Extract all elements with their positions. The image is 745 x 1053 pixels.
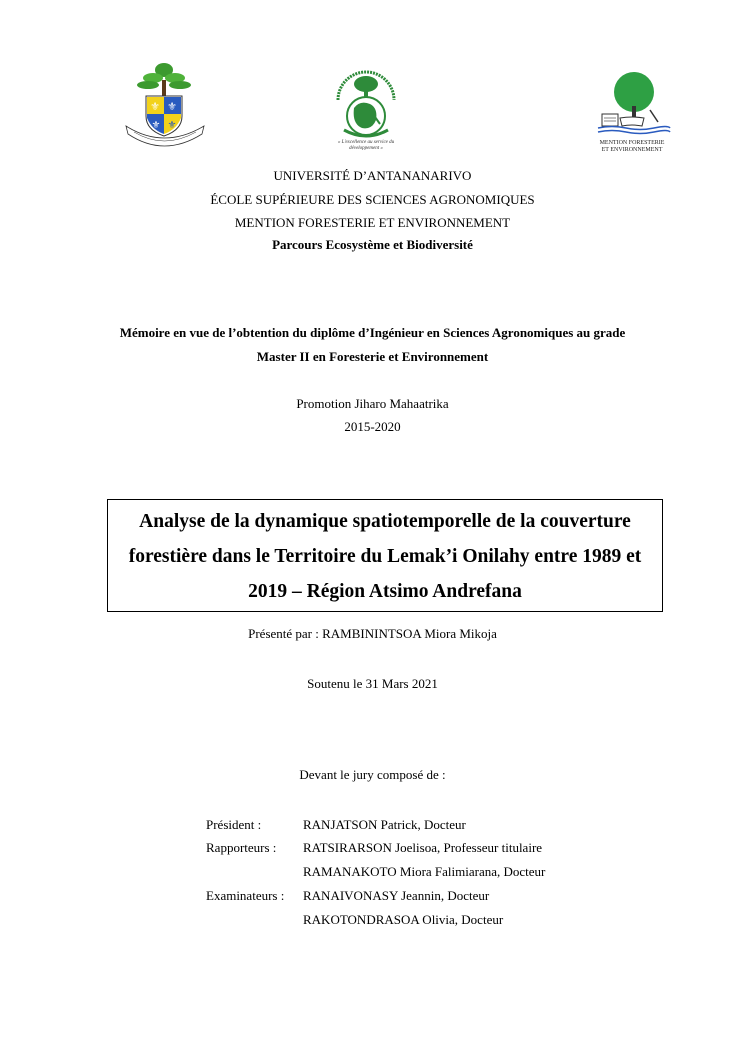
- thesis-title-box: [107, 499, 663, 612]
- examinateur-1-name: RANAIVONASY Jeannin, Docteur: [303, 888, 490, 903]
- president-name: RANJATSON Patrick, Docteur: [303, 817, 466, 832]
- jury-heading: Devant le jury composé de :: [299, 767, 446, 782]
- president-label: Président :: [206, 817, 262, 832]
- essa-caption-line2: développement »: [349, 146, 383, 151]
- svg-text:⚜: ⚜: [167, 101, 177, 113]
- mention-caption-line1: MENTION FORESTERIE: [599, 140, 665, 146]
- essa-caption-line1: « L'excellence au service du: [337, 140, 395, 145]
- essa-logo-caption: [322, 140, 410, 152]
- examinateurs-label: Examinateurs :: [206, 888, 285, 903]
- memoire-line1: Mémoire en vue de l’obtention du diplôme d’Ingénieur en Sciences Agronomiques au grade: [119, 325, 626, 340]
- mention-name: MENTION FORESTERIE ET ENVIRONNEMENT: [234, 215, 511, 230]
- mention-caption-line2: ET ENVIRONNEMENT: [601, 147, 663, 153]
- university-seal-logo: [120, 58, 210, 158]
- svg-text:⚜: ⚜: [167, 120, 177, 131]
- rapporteurs-label: Rapporteurs :: [206, 840, 277, 855]
- thesis-title-line2: forestière dans le Territoire du Lemak’i Onilahy entre 1989 et: [128, 546, 642, 567]
- presented-by: Présenté par : RAMBININTSOA Miora Mikoja: [248, 626, 497, 641]
- rapporteur-1-name: RATSIRARSON Joelisoa, Professeur titulaire: [303, 840, 543, 855]
- university-name: UNIVERSITÉ D’ANTANANARIVO: [273, 168, 472, 183]
- rapporteur-2-name: RAMANAKOTO Miora Falimiarana, Docteur: [303, 864, 546, 879]
- thesis-title-line1: Analyse de la dynamique spatiotemporelle de la couverture: [139, 511, 631, 532]
- examinateur-2-name: RAKOTONDRASOA Olivia, Docteur: [303, 912, 504, 927]
- memoire-line2: Master II en Foresterie et Environnement: [256, 349, 489, 364]
- promotion-years: 2015-2020: [344, 419, 401, 434]
- school-name: ÉCOLE SUPÉRIEURE DES SCIENCES AGRONOMIQUES: [210, 192, 535, 207]
- promotion-name: Promotion Jiharo Mahaatrika: [296, 396, 449, 411]
- mention-foresterie-logo: [592, 70, 672, 140]
- parcours-name: Parcours Ecosystème et Biodiversité: [272, 237, 473, 252]
- thesis-title-line3: 2019 – Région Atsimo Andrefana: [248, 581, 522, 602]
- defense-date: Soutenu le 31 Mars 2021: [307, 676, 438, 691]
- svg-text:⚜: ⚜: [150, 101, 160, 113]
- mention-logo-caption: [582, 140, 682, 154]
- svg-text:⚜: ⚜: [151, 120, 161, 131]
